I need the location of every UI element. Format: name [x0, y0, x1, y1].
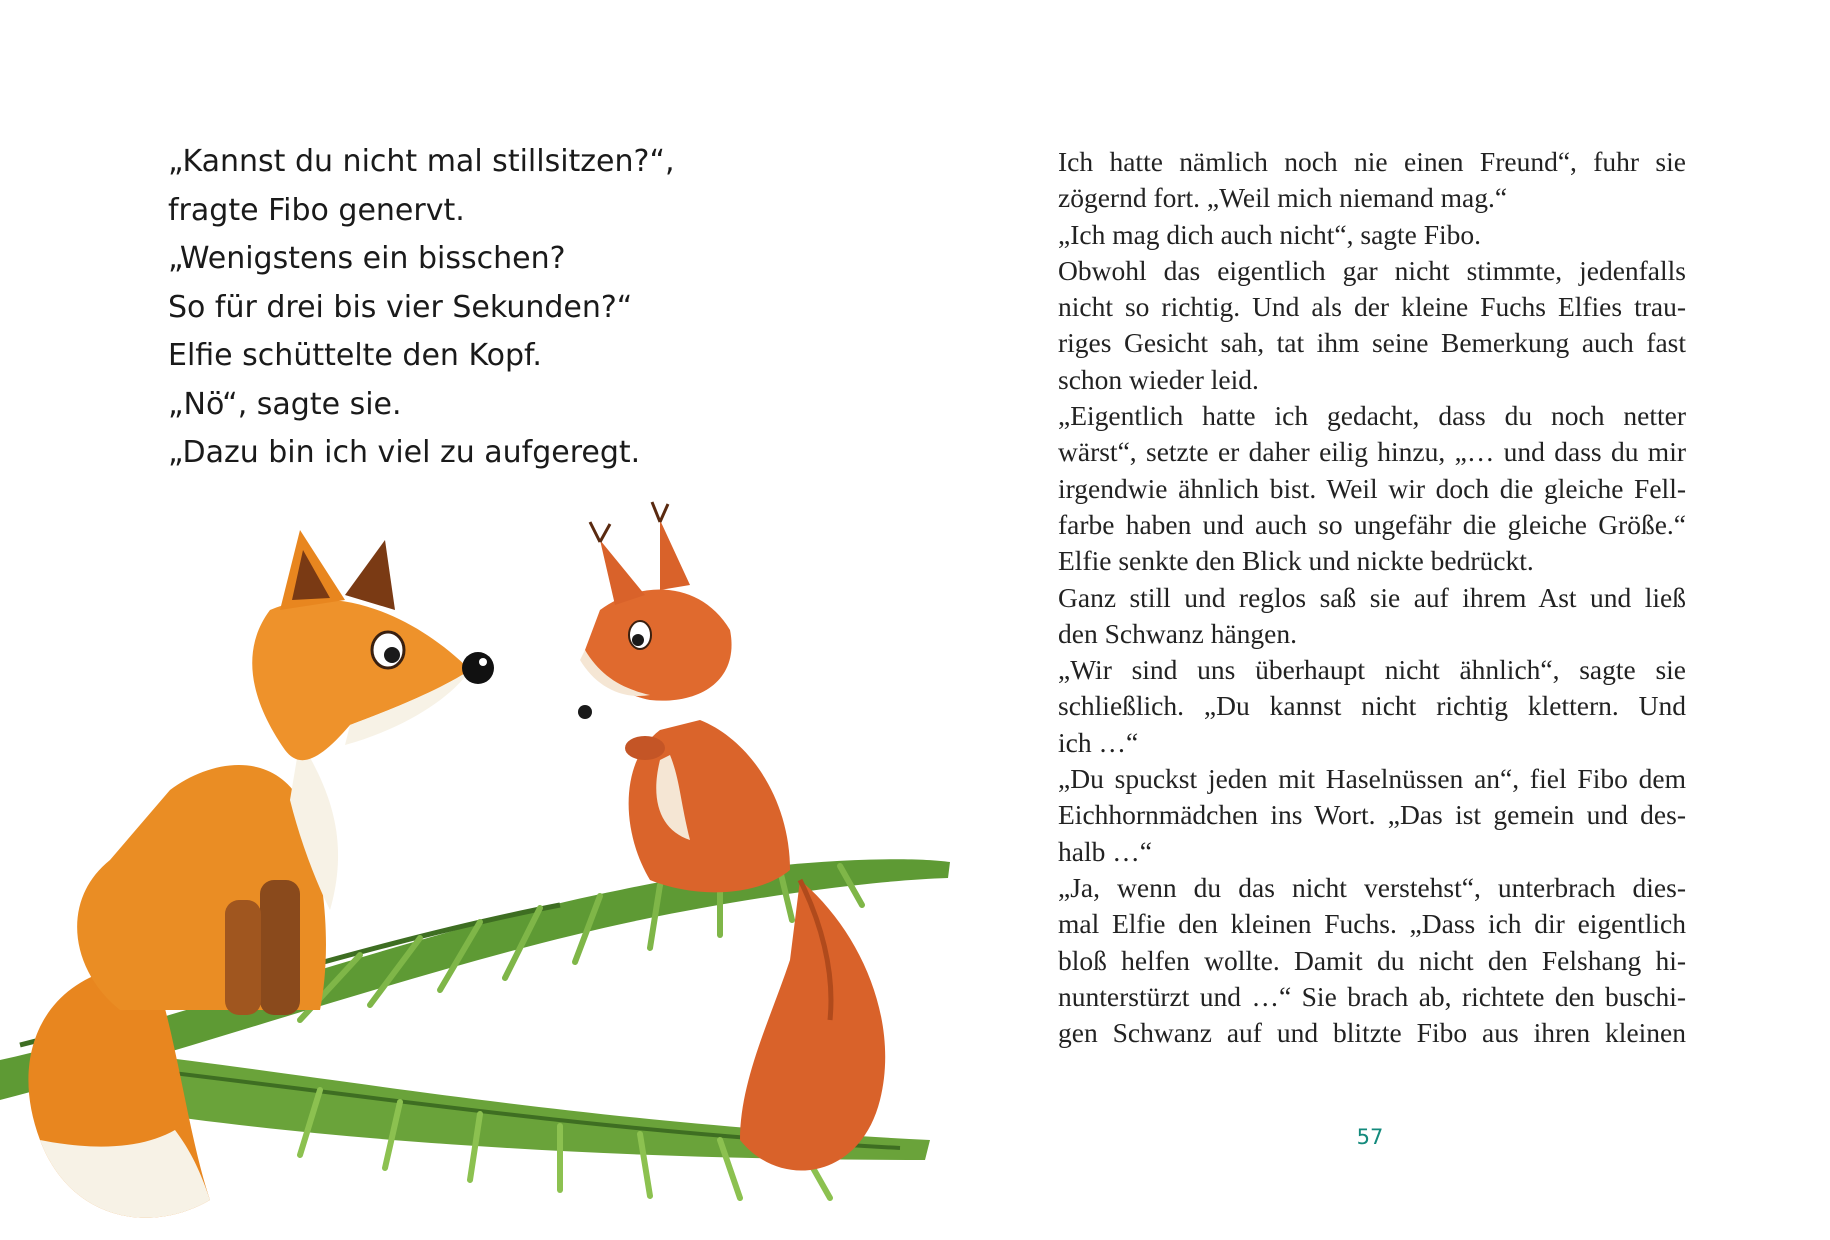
text-line: „Ich mag dich auch nicht“, sagte Fibo.: [1058, 218, 1482, 250]
text-line: „Eigentlich hatte ich gedacht, dass du noch netter: [1058, 400, 1686, 432]
text-line: „Nö“, sagte sie.: [168, 386, 402, 422]
text-line: farbe haben und auch so ungefähr die gleiche Größe.“: [1058, 508, 1686, 540]
text-line: „Ja, wenn du das nicht verstehst“, unterbrach dies-: [1058, 871, 1686, 903]
text-line: Elfie schüttelte den Kopf.: [168, 338, 542, 373]
text-line: irgendwie ähnlich bist. Weil wir doch die gleiche Fell-: [1058, 472, 1686, 504]
text-line: den Schwanz hängen.: [1058, 617, 1298, 649]
text-line: Obwohl das eigentlich gar nicht stimmte, jedenfalls: [1058, 254, 1686, 286]
text-line: Ganz still und reglos saß sie auf ihrem Ast und ließ: [1058, 581, 1686, 613]
right-page-text: [1058, 144, 1686, 1051]
text-line: schließlich. „Du kannst nicht richtig klettern. Und: [1058, 690, 1686, 722]
text-line: Eichhornmädchen ins Wort. „Das ist gemein und des-: [1058, 799, 1686, 831]
left-page-text: [168, 138, 728, 478]
text-line: „Wir sind uns überhaupt nicht ähnlich“, sagte sie: [1058, 654, 1686, 686]
text-line: „Wenigstens ein bisschen?: [168, 241, 566, 276]
text-line: nicht so richtig. Und als der kleine Fuchs Elfies trau-: [1058, 291, 1686, 323]
text-line: Ich hatte nämlich noch nie einen Freund“, fuhr sie: [1058, 146, 1686, 177]
text-line: So für drei bis vier Sekunden?“: [168, 289, 633, 325]
text-line: Elfie senkte den Blick und nickte bedrückt.: [1058, 545, 1534, 577]
text-line: halb …“: [1058, 835, 1152, 867]
text-line: mal Elfie den kleinen Fuchs. „Dass ich dir eigentlich: [1058, 908, 1686, 940]
text-line: zögernd fort. „Weil mich niemand mag.“: [1058, 182, 1508, 214]
text-line: schon wieder leid.: [1058, 363, 1259, 395]
text-line: bloß helfen wollte. Damit du nicht den Felshang hi-: [1058, 944, 1686, 976]
text-line: nunterstürzt und …“ Sie brach ab, richtete den buschi-: [1058, 980, 1686, 1012]
text-line: ich …“: [1058, 726, 1139, 758]
text-line: wärst“, setzte er daher eilig hinzu, „… und dass du mir: [1058, 436, 1686, 468]
text-line: „Dazu bin ich viel zu aufgeregt.: [168, 435, 641, 470]
text-line: gen Schwanz auf und blitzte Fibo aus ihren kleinen: [1058, 1017, 1686, 1049]
squirrel: [578, 502, 885, 1171]
page-number: 57: [1356, 1125, 1384, 1149]
fox-and-squirrel-illustration: [0, 500, 960, 1240]
text-line: fragte Fibo genervt.: [168, 192, 465, 228]
text-line: „Kannst du nicht mal stillsitzen?“,: [168, 144, 675, 179]
text-line: riges Gesicht sah, tat ihm seine Bemerkung auch fast: [1058, 327, 1686, 359]
text-line: „Du spuckst jeden mit Haselnüssen an“, fiel Fibo dem: [1058, 763, 1686, 795]
